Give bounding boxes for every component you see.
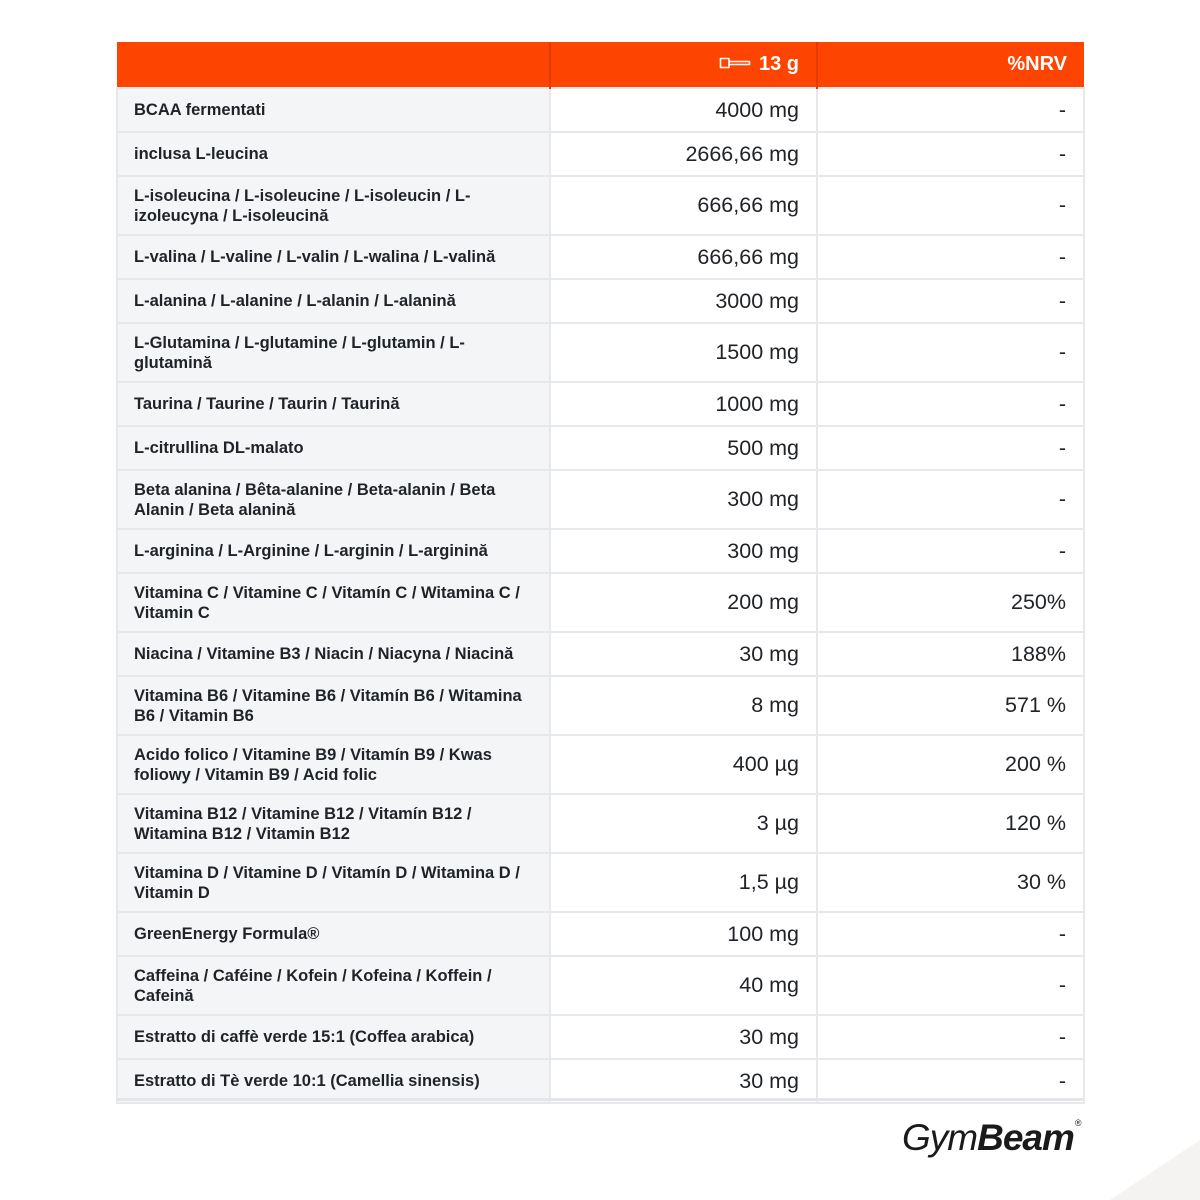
ingredient-name: L-isoleucina / L-isoleucine / L-isoleucin / L-izoleucyna / L-isoleucină bbox=[117, 176, 550, 235]
table-row bbox=[117, 382, 1084, 426]
ingredient-amount: 200 mg bbox=[550, 573, 817, 632]
header-ingredient-cell bbox=[117, 42, 550, 88]
scoop-icon bbox=[719, 56, 751, 70]
table-row bbox=[117, 735, 1084, 794]
ingredient-nrv: - bbox=[817, 323, 1084, 382]
ingredient-nrv: - bbox=[817, 88, 1084, 132]
ingredient-amount: 400 µg bbox=[550, 735, 817, 794]
ingredient-amount: 300 mg bbox=[550, 529, 817, 573]
ingredient-nrv: - bbox=[817, 235, 1084, 279]
ingredient-nrv: - bbox=[817, 529, 1084, 573]
table-row bbox=[117, 853, 1084, 912]
ingredient-name: L-alanina / L-alanine / L-alanin / L-alanină bbox=[117, 279, 550, 323]
ingredient-name: Acido folico / Vitamine B9 / Vitamín B9 / Kwas foliowy / Vitamin B9 / Acid folic bbox=[117, 735, 550, 794]
ingredient-name: Estratto di caffè verde 15:1 (Coffea arabica) bbox=[117, 1015, 550, 1059]
table-row bbox=[117, 279, 1084, 323]
table-row bbox=[117, 632, 1084, 676]
ingredient-amount: 40 mg bbox=[550, 956, 817, 1015]
ingredient-amount: 30 mg bbox=[550, 632, 817, 676]
table-row bbox=[117, 132, 1084, 176]
ingredient-nrv: - bbox=[817, 132, 1084, 176]
ingredient-amount: 3 µg bbox=[550, 794, 817, 853]
table-row bbox=[117, 1059, 1084, 1103]
serving-size-label: 13 g bbox=[758, 53, 799, 75]
nrv-label: %NRV bbox=[1007, 53, 1067, 75]
ingredient-nrv: 120 % bbox=[817, 794, 1084, 853]
ingredient-name: GreenEnergy Formula® bbox=[117, 912, 550, 956]
ingredient-name: Vitamina B12 / Vitamine B12 / Vitamín B12 / Witamina B12 / Vitamin B12 bbox=[117, 794, 550, 853]
ingredient-name: L-Glutamina / L-glutamine / L-glutamin / L-glutamină bbox=[117, 323, 550, 382]
table-row bbox=[117, 956, 1084, 1015]
ingredient-amount: 100 mg bbox=[550, 912, 817, 956]
table-row bbox=[117, 912, 1084, 956]
nutrition-table bbox=[116, 42, 1085, 1104]
table-row bbox=[117, 573, 1084, 632]
ingredient-nrv: - bbox=[817, 956, 1084, 1015]
logo-gym-text: Gym bbox=[902, 1117, 978, 1158]
ingredient-name: Niacina / Vitamine B3 / Niacin / Niacyna / Niacină bbox=[117, 632, 550, 676]
ingredient-nrv: 30 % bbox=[817, 853, 1084, 912]
header-nrv-cell bbox=[817, 42, 1084, 88]
table-row bbox=[117, 88, 1084, 132]
ingredient-name: Vitamina D / Vitamine D / Vitamín D / Witamina D / Vitamin D bbox=[117, 853, 550, 912]
ingredient-nrv: - bbox=[817, 176, 1084, 235]
ingredient-amount: 300 mg bbox=[550, 470, 817, 529]
table-row bbox=[117, 676, 1084, 735]
ingredient-nrv: 188% bbox=[817, 632, 1084, 676]
ingredient-nrv: - bbox=[817, 470, 1084, 529]
ingredient-nrv: - bbox=[817, 1015, 1084, 1059]
ingredient-name: Vitamina C / Vitamine C / Vitamín C / Witamina C / Vitamin C bbox=[117, 573, 550, 632]
ingredient-name: L-citrullina DL-malato bbox=[117, 426, 550, 470]
ingredient-name: L-valina / L-valine / L-valin / L-walina / L-valină bbox=[117, 235, 550, 279]
table-row bbox=[117, 1015, 1084, 1059]
ingredient-nrv: 200 % bbox=[817, 735, 1084, 794]
ingredient-name: inclusa L-leucina bbox=[117, 132, 550, 176]
ingredient-amount: 500 mg bbox=[550, 426, 817, 470]
logo-registered-mark: ® bbox=[1074, 1118, 1081, 1128]
ingredient-name: Caffeina / Caféine / Kofein / Kofeina / Koffein / Cafeină bbox=[117, 956, 550, 1015]
logo-beam-text: Beam bbox=[977, 1117, 1074, 1158]
ingredient-amount: 666,66 mg bbox=[550, 176, 817, 235]
ingredient-amount: 8 mg bbox=[550, 676, 817, 735]
ingredient-nrv: 571 % bbox=[817, 676, 1084, 735]
table-row bbox=[117, 176, 1084, 235]
ingredient-amount: 4000 mg bbox=[550, 88, 817, 132]
table-row bbox=[117, 426, 1084, 470]
header-serving-cell bbox=[550, 42, 817, 88]
table-row bbox=[117, 323, 1084, 382]
ingredient-name: Estratto di Tè verde 10:1 (Camellia sinensis) bbox=[117, 1059, 550, 1103]
ingredient-nrv: - bbox=[817, 1059, 1084, 1103]
ingredient-amount: 1,5 µg bbox=[550, 853, 817, 912]
ingredient-amount: 2666,66 mg bbox=[550, 132, 817, 176]
ingredient-nrv: - bbox=[817, 279, 1084, 323]
ingredient-name: L-arginina / L-Arginine / L-arginin / L-arginină bbox=[117, 529, 550, 573]
ingredient-name: Taurina / Taurine / Taurin / Taurină bbox=[117, 382, 550, 426]
ingredient-nrv: - bbox=[817, 912, 1084, 956]
table-header-row bbox=[117, 42, 1084, 88]
corner-decoration bbox=[1110, 1140, 1200, 1200]
ingredient-amount: 3000 mg bbox=[550, 279, 817, 323]
ingredient-name: BCAA fermentati bbox=[117, 88, 550, 132]
ingredient-amount: 666,66 mg bbox=[550, 235, 817, 279]
ingredient-amount: 1000 mg bbox=[550, 382, 817, 426]
table-row bbox=[117, 470, 1084, 529]
ingredient-amount: 1500 mg bbox=[550, 323, 817, 382]
ingredient-amount: 30 mg bbox=[550, 1059, 817, 1103]
gymbeam-logo bbox=[902, 1116, 1081, 1160]
ingredient-amount: 30 mg bbox=[550, 1015, 817, 1059]
ingredient-nrv: - bbox=[817, 382, 1084, 426]
ingredient-nrv: 250% bbox=[817, 573, 1084, 632]
table-row bbox=[117, 794, 1084, 853]
ingredient-name: Beta alanina / Bêta-alanine / Beta-alanin / Beta Alanin / Beta alanină bbox=[117, 470, 550, 529]
ingredient-nrv: - bbox=[817, 426, 1084, 470]
table-row bbox=[117, 529, 1084, 573]
table-bottom-divider bbox=[116, 1098, 1083, 1101]
ingredient-name: Vitamina B6 / Vitamine B6 / Vitamín B6 / Witamina B6 / Vitamin B6 bbox=[117, 676, 550, 735]
table-row bbox=[117, 235, 1084, 279]
